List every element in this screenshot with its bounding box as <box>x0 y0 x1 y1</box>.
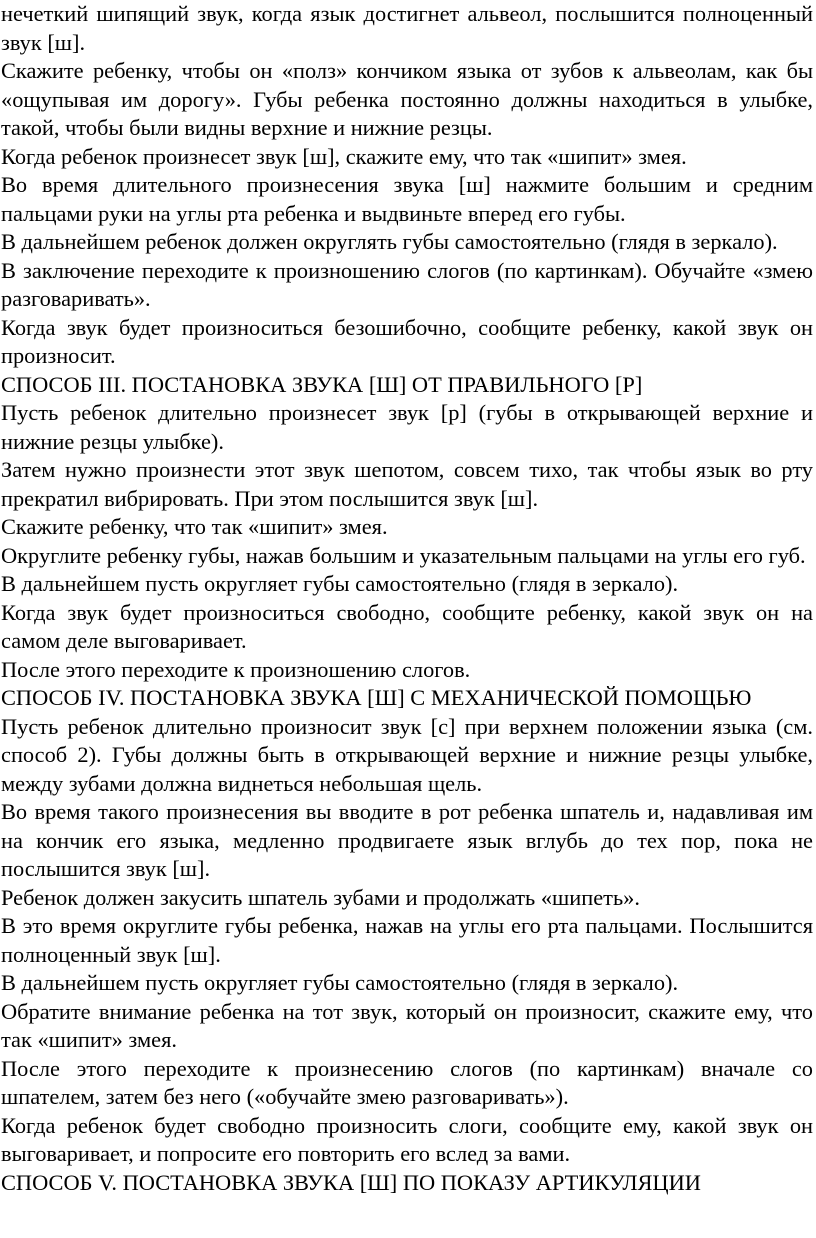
paragraph: Обратите внимание ребенка на тот звук, который он произносит, скажите ему, что так «шипит» змея. <box>1 998 813 1052</box>
paragraph: В дальнейшем пусть округляет губы самостоятельно (глядя в зеркало). <box>1 571 679 596</box>
paragraph: Во время длительного произнесения звука [ш] нажмите большим и средним пальцами руки на углы рта ребенка и выдвиньте вперед его губы. <box>1 172 813 226</box>
paragraph: Скажите ребенку, чтобы он «полз» кончиком языка от зубов к альвеолам, как бы «ощупывая им дорогу». Губы ребенка постоянно должны находиться в улыбке, такой, чтобы были видны верхние и нижние резцы. <box>1 58 813 140</box>
paragraph: нечеткий шипящий звук, когда язык достигнет альвеол, послышится полноценный звук [ш]. <box>1 1 813 55</box>
paragraph: В заключение переходите к произношению слогов (по картинкам). Обучайте «змею разговаривать». <box>1 257 813 311</box>
paragraph: Когда звук будет произноситься свободно, сообщите ребенку, какой звук он на самом деле выговаривает. <box>1 599 813 653</box>
section-heading: СПОСОБ III. ПОСТАНОВКА ЗВУКА [Ш] ОТ ПРАВИЛЬНОГО [Р] <box>1 371 643 397</box>
paragraph: Ребенок должен закусить шпатель зубами и продолжать «шипеть». <box>1 884 640 910</box>
paragraph: После этого переходите к произнесению слогов (по картинкам) вначале со шпателем, затем без него («обучайте змею разговаривать»). <box>1 1055 813 1109</box>
section-heading: СПОСОБ IV. ПОСТАНОВКА ЗВУКА [Ш] С МЕХАНИЧЕСКОЙ ПОМОЩЬЮ <box>1 685 752 710</box>
paragraph: Когда ребенок произнесет звук [ш], скажите ему, что так «шипит» змея. <box>1 143 687 169</box>
paragraph: Когда звук будет произноситься безошибочно, сообщите ребенку, какой звук он произносит. <box>1 314 813 368</box>
paragraph: В это время округлите губы ребенка, нажав на углы его рта пальцами. Послышится полноценный звук [ш]. <box>1 913 813 967</box>
paragraph: Скажите ребенку, что так «шипит» змея. <box>1 514 388 539</box>
paragraph: Затем нужно произнести этот звук шепотом, совсем тихо, так чтобы язык во рту прекратил вибрировать. При этом послышится звук [ш]. <box>1 457 813 511</box>
paragraph: Когда ребенок будет свободно произносить слоги, сообщите ему, какой звук он выговаривает, и попросите его повторить его вслед за вами. <box>1 1112 813 1166</box>
paragraph: Во время такого произнесения вы вводите в рот ребенка шпатель и, надавливая им на кончик его языка, медленно продвигаете язык вглубь до тех пор, пока не послышится звук [ш]. <box>1 799 813 881</box>
paragraph: После этого переходите к произношению слогов. <box>1 656 471 682</box>
paragraph: Пусть ребенок длительно произносит звук [с] при верхнем положении языка (см. способ 2). Губы должны быть в открывающей верхние и нижние резцы улыбке, между зубами должна виднеться небольшая щель. <box>1 713 813 796</box>
paragraph: Округлите ребенку губы, нажав большим и указательным пальцами на углы его губ. <box>1 542 806 568</box>
paragraph: Пусть ребенок длительно произнесет звук [р] (губы в открывающей верхние и нижние резцы улыбке). <box>1 400 813 454</box>
paragraph: В дальнейшем ребенок должен округлять губы самостоятельно (глядя в зеркало). <box>1 229 778 254</box>
paragraph: В дальнейшем пусть округляет губы самостоятельно (глядя в зеркало). <box>1 970 679 995</box>
section-heading: СПОСОБ V. ПОСТАНОВКА ЗВУКА [Ш] ПО ПОКАЗУ АРТИКУЛЯЦИИ <box>1 1169 701 1195</box>
